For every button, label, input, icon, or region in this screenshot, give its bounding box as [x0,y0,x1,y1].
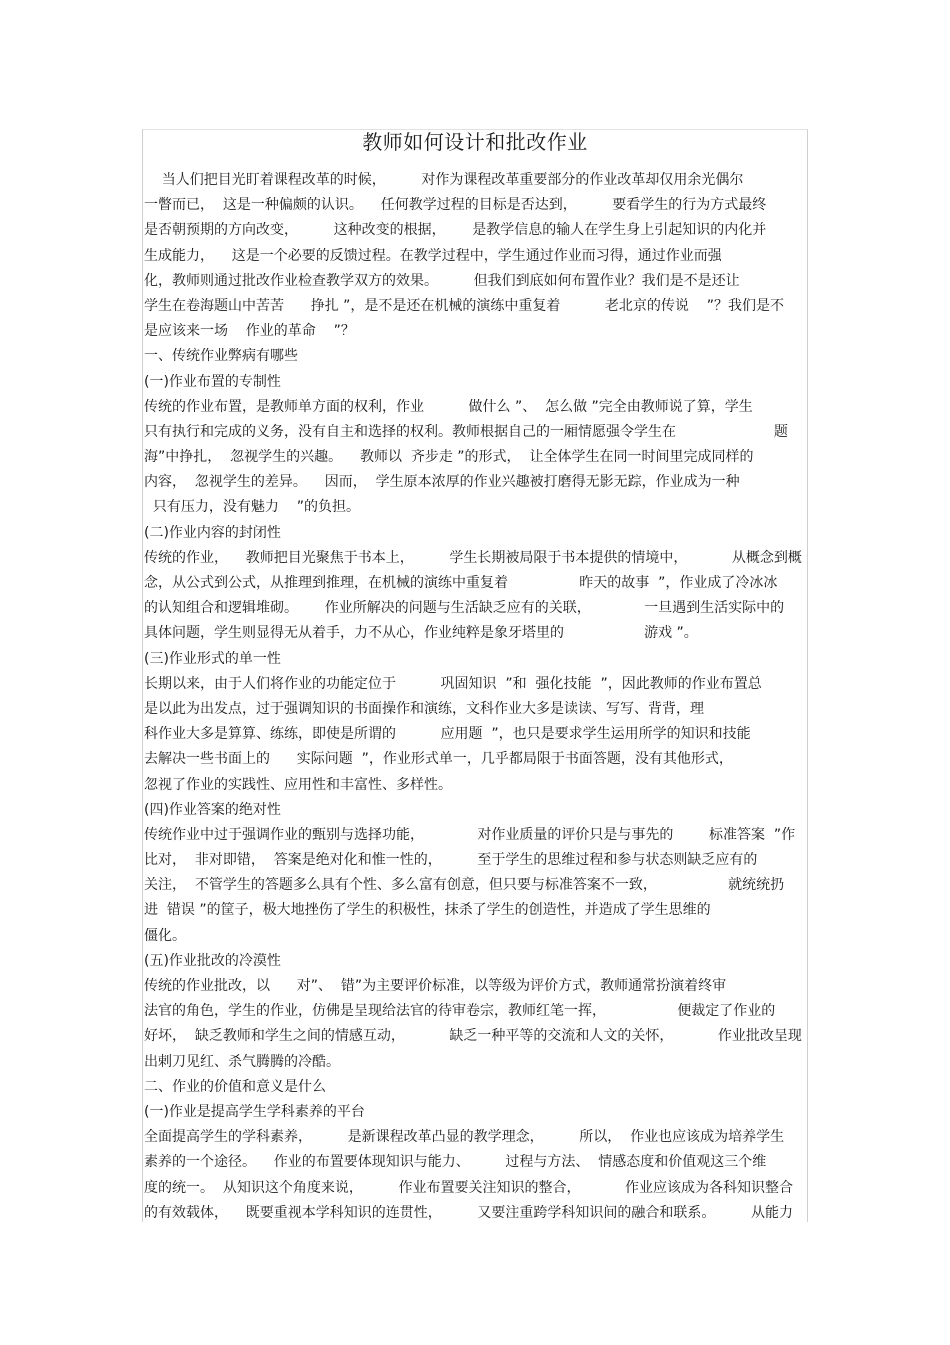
text-line: 比对， 非对即错， 答案是绝对化和惟一性的， 至于学生的思维过程和参与状态则缺乏应有的 [144,852,758,869]
text-line: 僵化。 [144,927,186,944]
text-line: (三)作业形式的单一性 [144,650,281,667]
text-line: 传统的作业， 教师把目光聚焦于书本上， 学生长期被局限于书本提供的情境中， 从概念到概 [144,549,802,566]
text-line: (一)作业是提高学生学科素养的平台 [144,1103,365,1120]
text-line: 是应该来一场 作业的革命 ”？ [144,323,355,340]
text-line: 念，从公式到公式，从推理到推理，在机械的演练中重复着 昨天的故事 ”，作业成了冷冰冰 [144,575,778,591]
text-line: (一)作业布置的专制性 [144,373,281,390]
text-line: 内容， 忽视学生的差异。 因而， 学生原本浓厚的作业兴趣被打磨得无影无踪，作业成为一种 [144,474,740,491]
text-line: 一瞥而已， 这是一种偏颇的认识。 任何教学过程的目标是否达到， 要看学生的行为方式最终 [144,197,767,214]
text-line: 只有执行和完成的义务，没有自主和选择的权利。教师根据自己的一厢情愿强令学生在 题 [144,423,788,440]
text-line: 化，教师则通过批改作业检查教学双方的效果。 但我们到底如何布置作业？我们是不是还让 [144,272,740,289]
text-line: 的认知组合和逻辑堆砌。 作业所解决的问题与生活缺乏应有的关联， 一旦遇到生活实际中的 [144,600,785,617]
text-line: 学生在卷海题山中苦苦 挣扎 ”，是不是还在机械的演练中重复着 老北京的传说 ”？我们是不 [144,297,784,314]
text-line: 的有效载体， 既要重视本学科知识的连贯性， 又要注重跨学科知识间的融合和联系。 从能力 [144,1204,794,1221]
text-line: 是否朝预期的方向改变， 这种改变的根据， 是教学信息的输人在学生身上引起知识的内化并 [144,222,767,239]
text-line: 一、传统作业弊病有哪些 [144,348,298,365]
text-line: (五)作业批改的冷漠性 [144,952,281,969]
text-line: 生成能力， 这是一个必要的反馈过程。在教学过程中，学生通过作业而习得，通过作业而强 [144,247,722,264]
document-body [144,168,806,1226]
text-line: 海”中挣扎， 忽视学生的兴趣。 教师以 齐步走 ”的形式， 让全体学生在同一时间里完成同样的 [144,449,754,466]
text-line: 关注， 不管学生的答题多么具有个性、多么富有创意，但只要与标准答案不一致， 就统统扔 [144,877,785,894]
document-title: 教师如何设计和批改作业 [362,130,588,154]
text-line: 当人们把目光盯着课程改革的时候， 对作为课程改革重要部分的作业改革却仅用余光偶尔 [144,172,744,188]
text-line: (四)作业答案的绝对性 [144,801,281,818]
text-line: 度的统一。 从知识这个角度来说， 作业布置要关注知识的整合， 作业应该成为各科知识整合 [144,1179,794,1196]
text-line: 传统的作业布置，是教师单方面的权利，作业 做什么 ”、 怎么做 ”完全由教师说了算，学生 [144,398,753,415]
text-line: 传统作业中过于强调作业的甄别与选择功能， 对作业质量的评价只是与事先的 标准答案 ”作 [144,826,796,843]
text-line: 进 错误 ”的筐子，极大地挫伤了学生的积极性，抹杀了学生的创造性，并造成了学生思维的 [144,902,711,919]
text-line: 去解决一些书面上的 实际问题 ”，作业形式单一，几乎都局限于书面答题，没有其他形式， [144,751,733,768]
text-line: 长期以来，由于人们将作业的功能定位于 巩固知识 ”和 强化技能 ”，因此教师的作业布置总 [144,675,762,692]
text-line: 忽视了作业的实践性、应用性和丰富性、多样性。 [144,776,452,793]
text-line: 出剌刀见红、杀气腾腾的冷酷。 [144,1053,340,1070]
text-line: 具体问题，学生则显得无从着手，力不从心，作业纯粹是象牙塔里的 游戏 ”。 [144,625,698,642]
text-line: 二、作业的价值和意义是什么 [144,1078,326,1095]
text-line: 全面提高学生的学科素养， 是新课程改革凸显的教学理念， 所以， 作业也应该成为培养学生 [144,1129,785,1146]
text-line: 是以此为出发点，过于强调知识的书面操作和演练，文科作业大多是读读、写写、背背，理 [144,700,704,717]
text-line: (二)作业内容的封闭性 [144,524,281,541]
text-line: 好坏， 缺乏教师和学生之间的情感互动， 缺乏一种平等的交流和人文的关怀， 作业批改呈现 [144,1028,802,1045]
text-line: 法官的角色，学生的作业，仿佛是呈现给法官的待审卷宗，教师红笔一挥， 便裁定了作业的 [144,1003,776,1020]
text-line: 只有压力，没有魅力 ”的负担。 [144,499,360,516]
text-line: 传统的作业批改，以 对”、 错”为主要评价标准，以等级为评价方式，教师通常扮演着终审 [144,978,727,994]
text-line: 素养的一个途径。 作业的布置要体现知识与能力、 过程与方法、 情感态度和价值观这三个维 [144,1154,767,1171]
text-line: 科作业大多是算算、练练，即使是所谓的 应用题 ”，也只是要求学生运用所学的知识和技能 [144,726,751,743]
